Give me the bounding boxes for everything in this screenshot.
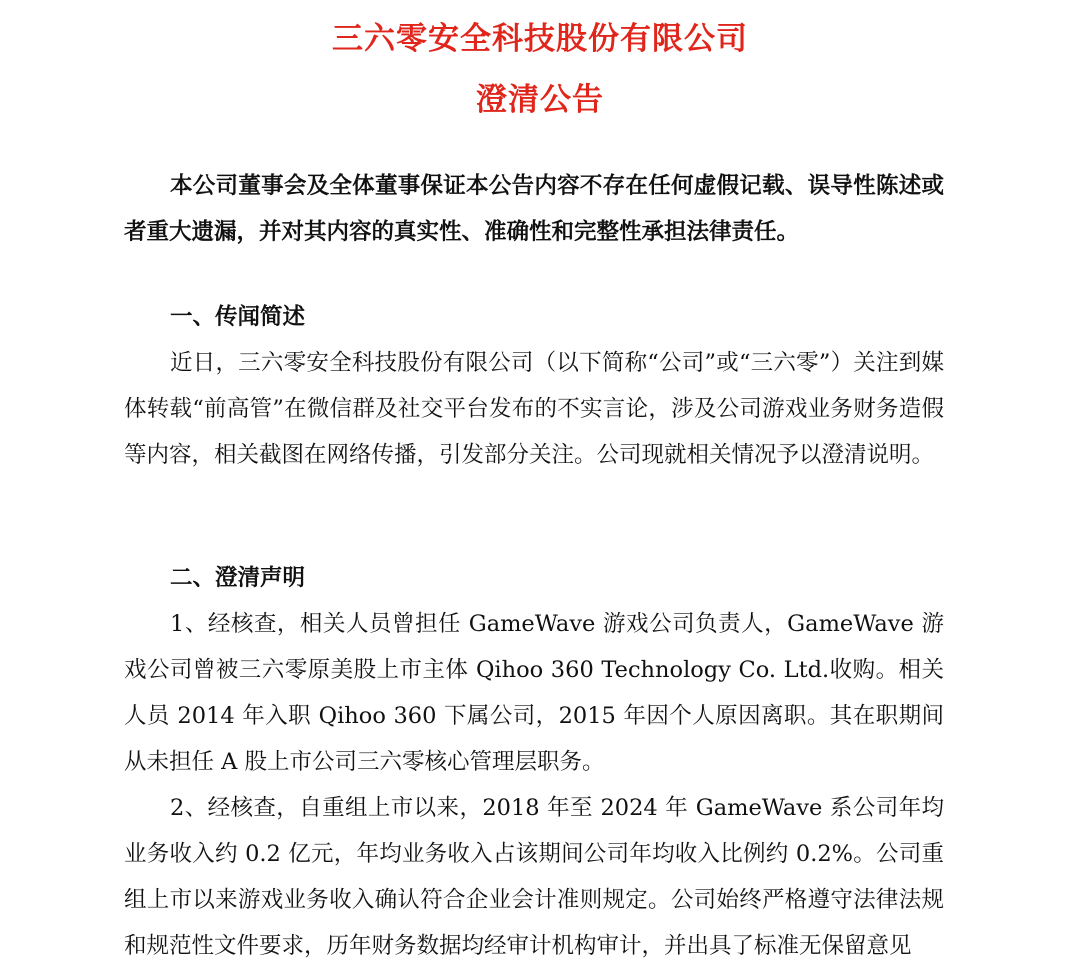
board-statement: 本公司董事会及全体董事保证本公告内容不存在任何虚假记载、误导性陈述或者重大遗漏，并对其内容的真实性、准确性和完整性承担法律责任。 (124, 173, 944, 245)
section-2-heading: 二、澄清声明 (170, 565, 306, 591)
company-name-title: 三六零安全科技股份有限公司 (332, 21, 748, 57)
clarification-item-2: 2、经核查，自重组上市以来，2018 年至 2024 年 GameWave 系公司年均业务收入约 0.2 亿元，年均业务收入占该期间公司年均收入比例约 0.2%。公司重组上市以来游戏业务收入确认符合企业会计准则规定。公司始终严格遵守法律法规和规范性文件要求，历年财务数据均经审计机构审计，并出具了标准无保留意见 (124, 795, 944, 959)
notice-title: 澄清公告 (476, 82, 604, 118)
section-1-body: 近日，三六零安全科技股份有限公司（以下简称“公司”或“三六零”）关注到媒体转载“前高管”在微信群及社交平台发布的不实言论，涉及公司游戏业务财务造假等内容，相关截图在网络传播，引发部分关注。公司现就相关情况予以澄清说明。 (124, 350, 944, 468)
section-1-heading: 一、传闻简述 (170, 304, 306, 330)
clarification-item-1: 1、经核查，相关人员曾担任 GameWave 游戏公司负责人，GameWave 游戏公司曾被三六零原美股上市主体 Qihoo 360 Technology Co. Ltd.收购。相关人员 2014 年入职 Qihoo 360 下属公司，2015 年因个人原因离职。其在职期间从未担任 A 股上市公司三六零核心管理层职务。 (124, 611, 944, 775)
